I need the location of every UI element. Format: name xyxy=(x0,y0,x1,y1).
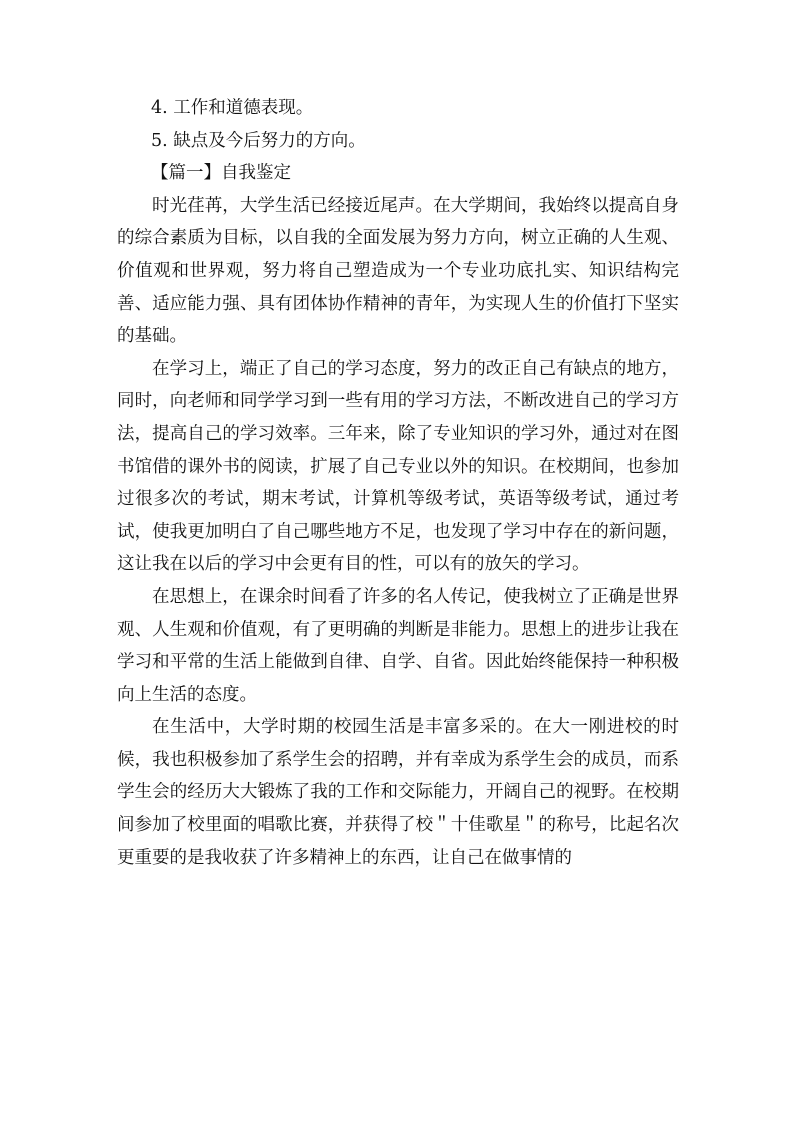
section-heading: 【篇一】自我鉴定 xyxy=(151,163,291,184)
list-item-5: 5. 缺点及今后努力的方向。 xyxy=(151,130,366,151)
list-item-4: 4. 工作和道德表现。 xyxy=(151,98,314,118)
document-body xyxy=(117,92,679,874)
paragraph-study: 在学习上，端正了自己的学习态度，努力的改正自己有缺点的地方，同时，向老师和同学学习到一些有用的学习方法，不断改进自己的学习方法，提高自己的学习效率。三年来，除了专业知识的学习外，通过对在图书馆借的课外书的阅读，扩展了自己专业以外的知识。在校期间，也参加过很多次的考试，期末考试，计算机等级考试，英语等级考试，通过考试，使我更加明白了自己哪些地方不足，也发现了学习中存在的新问题，这让我在以后的学习中会更有目的性，可以有的放矢的学习。 xyxy=(117,358,679,575)
paragraph-intro: 时光荏苒，大学生活已经接近尾声。在大学期间，我始终以提高自身的综合素质为目标，以自我的全面发展为努力方向，树立正确的人生观、价值观和世界观，努力将自己塑造成为一个专业功底扎实、知识结构完善、适应能力强、具有团体协作精神的青年，为实现人生的价值打下坚实的基础。 xyxy=(117,195,679,347)
paragraph-life: 在生活中，大学时期的校园生活是丰富多采的。在大一刚进校的时候，我也积极参加了系学生会的招聘，并有幸成为系学生会的成员，而系学生会的经历大大锻炼了我的工作和交际能力，开阔自己的视野。在校期间参加了校里面的唱歌比赛，并获得了校＂十佳歌星＂的称号，比起名次更重要的是我收获了许多精神上的东西，让自己在做事情的 xyxy=(117,717,679,868)
paragraph-thought: 在思想上，在课余时间看了许多的名人传记，使我树立了正确是世界观、人生观和价值观，有了更明确的判断是非能力。思想上的进步让我在学习和平常的生活上能做到自律、自学、自省。因此始终能保持一种积极向上生活的态度。 xyxy=(117,586,679,705)
